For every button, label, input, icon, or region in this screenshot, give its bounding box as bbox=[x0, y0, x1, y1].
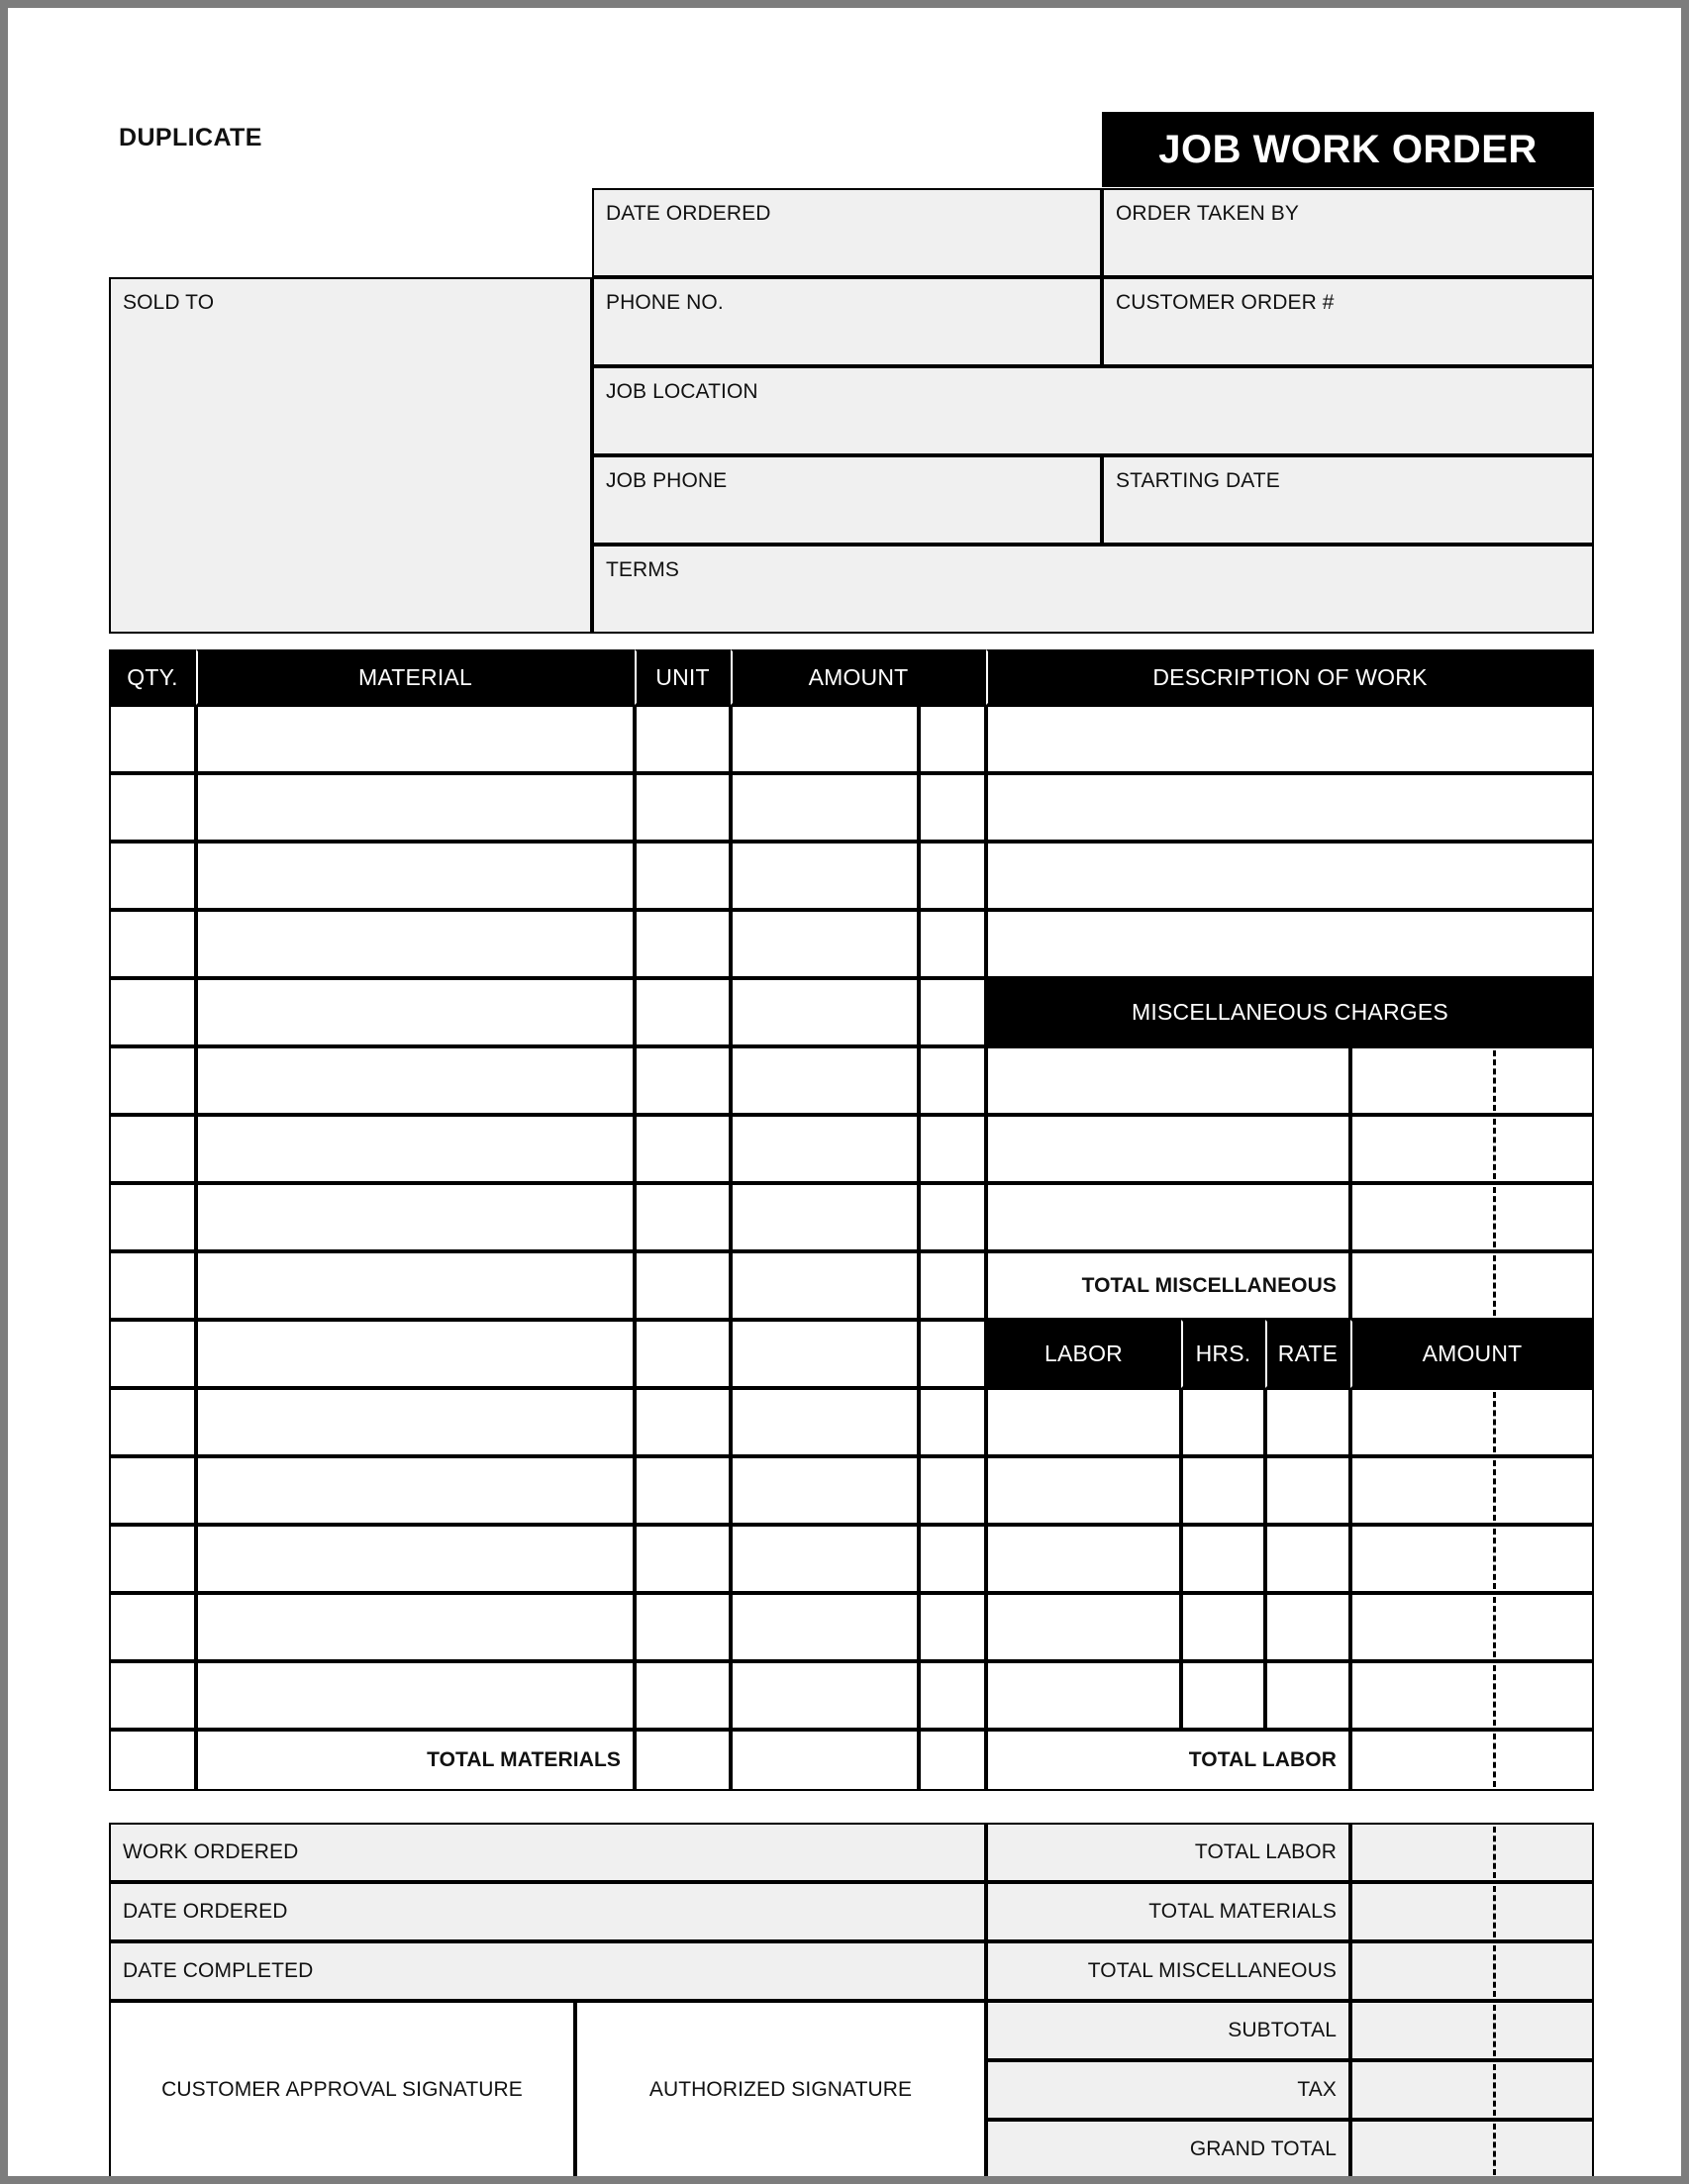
amount-cents-cell-13[interactable] bbox=[919, 1525, 986, 1593]
qty-cell-2[interactable] bbox=[109, 773, 196, 842]
misc-amount-cell-3[interactable] bbox=[1350, 1183, 1594, 1251]
footer-total-label-total-materials-label: TOTAL MATERIALS bbox=[1148, 1900, 1337, 1923]
amount-cents-cell-10[interactable] bbox=[919, 1320, 986, 1388]
total-labor-label-cell-label: TOTAL LABOR bbox=[1188, 1748, 1337, 1771]
misc-amount-cell-2[interactable] bbox=[1350, 1115, 1594, 1183]
unit-cell-1[interactable] bbox=[635, 705, 731, 773]
copy-marker: DUPLICATE bbox=[119, 124, 262, 151]
footer-total-label-subtotal-label: SUBTOTAL bbox=[1228, 2019, 1337, 2041]
material-cell-5[interactable] bbox=[196, 978, 635, 1046]
labor-hrs-cell-1[interactable] bbox=[1181, 1388, 1265, 1456]
footer-left-row-1[interactable] bbox=[109, 1823, 986, 1882]
misc-charges-header-label: MISCELLANEOUS CHARGES bbox=[1132, 999, 1448, 1025]
amount-cents-cell-9[interactable] bbox=[919, 1251, 986, 1320]
amount-cell-14[interactable] bbox=[731, 1593, 919, 1661]
total-labor-value-cell[interactable] bbox=[1350, 1730, 1594, 1791]
footer-total-label-grand-total-label: GRAND TOTAL bbox=[1189, 2137, 1337, 2160]
unit-cell-14[interactable] bbox=[635, 1593, 731, 1661]
labor-desc-cell-2[interactable] bbox=[986, 1456, 1181, 1525]
description-of-work-cell-3[interactable] bbox=[986, 842, 1594, 910]
total-materials-label-cell bbox=[196, 1730, 635, 1791]
amount-cents-cell-1[interactable] bbox=[919, 705, 986, 773]
footer-left-row-2-label: DATE ORDERED bbox=[123, 1900, 288, 1923]
amount-cell-12[interactable] bbox=[731, 1456, 919, 1525]
unit-cell-7[interactable] bbox=[635, 1115, 731, 1183]
footer-cents-divider-5 bbox=[1493, 2064, 1496, 2116]
material-cell-10[interactable] bbox=[196, 1320, 635, 1388]
misc-cents-divider-2 bbox=[1493, 1119, 1496, 1179]
phone-no-label: PHONE NO. bbox=[606, 291, 724, 314]
unit-cell-6[interactable] bbox=[635, 1046, 731, 1115]
qty-cell-6[interactable] bbox=[109, 1046, 196, 1115]
labor-cents-divider-2 bbox=[1493, 1460, 1496, 1521]
terms-field[interactable] bbox=[592, 545, 1594, 634]
total-materials-amount-cell[interactable] bbox=[731, 1730, 919, 1791]
footer-cents-divider-1 bbox=[1493, 1827, 1496, 1878]
material-cell-14[interactable] bbox=[196, 1593, 635, 1661]
amount-cell-4[interactable] bbox=[731, 910, 919, 978]
footer-cents-divider-6 bbox=[1493, 2124, 1496, 2175]
material-cell-11[interactable] bbox=[196, 1388, 635, 1456]
labor-column-header-rate bbox=[1265, 1320, 1350, 1388]
footer-total-value-tax[interactable] bbox=[1350, 2060, 1594, 2120]
footer-total-value-grand-total[interactable] bbox=[1350, 2120, 1594, 2176]
material-cell-12[interactable] bbox=[196, 1456, 635, 1525]
amount-cents-cell-15[interactable] bbox=[919, 1661, 986, 1730]
date-ordered-field[interactable] bbox=[592, 188, 1102, 277]
qty-cell-1[interactable] bbox=[109, 705, 196, 773]
amount-cents-cell-14[interactable] bbox=[919, 1593, 986, 1661]
amount-cents-cell-12[interactable] bbox=[919, 1456, 986, 1525]
job-location-field[interactable] bbox=[592, 366, 1594, 455]
footer-left-row-3-label: DATE COMPLETED bbox=[123, 1959, 314, 1982]
misc-cents-divider-1 bbox=[1493, 1050, 1496, 1111]
qty-cell-7[interactable] bbox=[109, 1115, 196, 1183]
qty-cell-9[interactable] bbox=[109, 1251, 196, 1320]
amount-cents-cell-4[interactable] bbox=[919, 910, 986, 978]
total-materials-value-cell[interactable] bbox=[635, 1730, 731, 1791]
amount-cell-13[interactable] bbox=[731, 1525, 919, 1593]
authorized-signature-box[interactable] bbox=[575, 2001, 986, 2176]
qty-cell-4[interactable] bbox=[109, 910, 196, 978]
misc-desc-cell-1[interactable] bbox=[986, 1046, 1350, 1115]
amount-cell-1[interactable] bbox=[731, 705, 919, 773]
qty-cell-5[interactable] bbox=[109, 978, 196, 1046]
column-header-label: QTY. bbox=[127, 663, 178, 690]
qty-cell-8[interactable] bbox=[109, 1183, 196, 1251]
total-miscellaneous-label-cell bbox=[986, 1251, 1350, 1320]
column-header-material bbox=[196, 649, 635, 705]
total-miscellaneous-cents-divider bbox=[1493, 1255, 1496, 1316]
amount-cell-10[interactable] bbox=[731, 1320, 919, 1388]
labor-cents-divider-3 bbox=[1493, 1529, 1496, 1589]
material-cell-15[interactable] bbox=[196, 1661, 635, 1730]
authorized-signature-box-label: AUTHORIZED SIGNATURE bbox=[648, 2078, 913, 2101]
order-taken-by-field[interactable] bbox=[1102, 188, 1594, 277]
footer-left-row-1-label: WORK ORDERED bbox=[123, 1840, 299, 1863]
amount-cell-7[interactable] bbox=[731, 1115, 919, 1183]
total-materials-spacer-cell bbox=[109, 1730, 196, 1791]
description-of-work-cell-4[interactable] bbox=[986, 910, 1594, 978]
footer-total-label-grand-total bbox=[986, 2120, 1350, 2176]
total-labor-cents-divider bbox=[1493, 1734, 1496, 1787]
material-cell-7[interactable] bbox=[196, 1115, 635, 1183]
job-phone-label: JOB PHONE bbox=[606, 469, 728, 492]
footer-left-row-2[interactable] bbox=[109, 1882, 986, 1941]
amount-cell-3[interactable] bbox=[731, 842, 919, 910]
labor-rate-cell-3[interactable] bbox=[1265, 1525, 1350, 1593]
customer-approval-signature-box-label: CUSTOMER APPROVAL SIGNATURE bbox=[161, 2078, 523, 2101]
labor-column-header-labor bbox=[986, 1320, 1181, 1388]
sold-to-field[interactable] bbox=[109, 277, 592, 634]
footer-total-label-total-miscellaneous-label: TOTAL MISCELLANEOUS bbox=[1087, 1959, 1337, 1982]
column-header-description-of-work bbox=[986, 649, 1594, 705]
terms-label: TERMS bbox=[606, 558, 679, 581]
labor-hrs-cell-3[interactable] bbox=[1181, 1525, 1265, 1593]
phone-no-field[interactable] bbox=[592, 277, 1102, 366]
amount-cents-cell-6[interactable] bbox=[919, 1046, 986, 1115]
labor-cents-divider-4 bbox=[1493, 1597, 1496, 1657]
qty-cell-3[interactable] bbox=[109, 842, 196, 910]
labor-desc-cell-4[interactable] bbox=[986, 1593, 1181, 1661]
labor-desc-cell-1[interactable] bbox=[986, 1388, 1181, 1456]
labor-column-header-label: RATE bbox=[1277, 1340, 1339, 1366]
labor-amount-cell-5[interactable] bbox=[1350, 1661, 1594, 1730]
footer-total-label-tax bbox=[986, 2060, 1350, 2120]
unit-cell-8[interactable] bbox=[635, 1183, 731, 1251]
labor-amount-cell-4[interactable] bbox=[1350, 1593, 1594, 1661]
unit-cell-15[interactable] bbox=[635, 1661, 731, 1730]
order-taken-by-label: ORDER TAKEN BY bbox=[1116, 202, 1299, 225]
qty-cell-14[interactable] bbox=[109, 1593, 196, 1661]
misc-charges-header bbox=[986, 978, 1594, 1046]
amount-cell-9[interactable] bbox=[731, 1251, 919, 1320]
footer-total-value-subtotal[interactable] bbox=[1350, 2001, 1594, 2060]
footer-cents-divider-3 bbox=[1493, 1945, 1496, 1997]
column-header-label: AMOUNT bbox=[808, 663, 909, 690]
labor-hrs-cell-5[interactable] bbox=[1181, 1661, 1265, 1730]
footer-total-label-tax-label: TAX bbox=[1297, 2078, 1337, 2101]
column-header-qty bbox=[109, 649, 196, 705]
footer-total-label-total-materials bbox=[986, 1882, 1350, 1941]
column-header-amount bbox=[731, 649, 986, 705]
labor-amount-cell-2[interactable] bbox=[1350, 1456, 1594, 1525]
job-phone-field[interactable] bbox=[592, 455, 1102, 545]
labor-desc-cell-5[interactable] bbox=[986, 1661, 1181, 1730]
labor-rate-cell-1[interactable] bbox=[1265, 1388, 1350, 1456]
form-title-banner bbox=[1102, 112, 1594, 187]
footer-cents-divider-2 bbox=[1493, 1886, 1496, 1937]
amount-cell-5[interactable] bbox=[731, 978, 919, 1046]
total-labor-label-cell bbox=[986, 1730, 1350, 1791]
labor-rate-cell-2[interactable] bbox=[1265, 1456, 1350, 1525]
column-header-label: DESCRIPTION OF WORK bbox=[1152, 663, 1428, 690]
footer-total-label-total-labor bbox=[986, 1823, 1350, 1882]
misc-desc-cell-2[interactable] bbox=[986, 1115, 1350, 1183]
total-materials-label-cell-label: TOTAL MATERIALS bbox=[427, 1748, 621, 1771]
labor-amount-cell-3[interactable] bbox=[1350, 1525, 1594, 1593]
customer-order-no-field[interactable] bbox=[1102, 277, 1594, 366]
material-cell-8[interactable] bbox=[196, 1183, 635, 1251]
labor-amount-cell-1[interactable] bbox=[1350, 1388, 1594, 1456]
amount-cell-6[interactable] bbox=[731, 1046, 919, 1115]
amount-cents-cell-5[interactable] bbox=[919, 978, 986, 1046]
labor-hrs-cell-4[interactable] bbox=[1181, 1593, 1265, 1661]
labor-column-header-label: HRS. bbox=[1195, 1340, 1251, 1366]
amount-cents-cell-7[interactable] bbox=[919, 1115, 986, 1183]
amount-cell-11[interactable] bbox=[731, 1388, 919, 1456]
total-materials-cents-cell[interactable] bbox=[919, 1730, 986, 1791]
labor-column-header-hrs bbox=[1181, 1320, 1265, 1388]
amount-cell-2[interactable] bbox=[731, 773, 919, 842]
amount-cell-15[interactable] bbox=[731, 1661, 919, 1730]
unit-cell-10[interactable] bbox=[635, 1320, 731, 1388]
footer-total-value-total-materials[interactable] bbox=[1350, 1882, 1594, 1941]
labor-column-header-label: LABOR bbox=[1044, 1340, 1123, 1366]
footer-total-value-total-labor[interactable] bbox=[1350, 1823, 1594, 1882]
amount-cents-cell-3[interactable] bbox=[919, 842, 986, 910]
labor-rate-cell-5[interactable] bbox=[1265, 1661, 1350, 1730]
labor-cents-divider-1 bbox=[1493, 1392, 1496, 1452]
footer-total-label-total-miscellaneous bbox=[986, 1941, 1350, 2001]
misc-cents-divider-3 bbox=[1493, 1187, 1496, 1247]
footer-total-value-total-miscellaneous[interactable] bbox=[1350, 1941, 1594, 2001]
form-page bbox=[8, 8, 1681, 2176]
amount-cents-cell-2[interactable] bbox=[919, 773, 986, 842]
job-location-label: JOB LOCATION bbox=[606, 380, 758, 403]
customer-approval-signature-box[interactable] bbox=[109, 2001, 575, 2176]
misc-amount-cell-1[interactable] bbox=[1350, 1046, 1594, 1115]
footer-total-label-subtotal bbox=[986, 2001, 1350, 2060]
unit-cell-5[interactable] bbox=[635, 978, 731, 1046]
unit-cell-12[interactable] bbox=[635, 1456, 731, 1525]
sold-to-label: SOLD TO bbox=[123, 291, 215, 314]
column-header-label: MATERIAL bbox=[358, 663, 472, 690]
material-cell-4[interactable] bbox=[196, 910, 635, 978]
misc-desc-cell-3[interactable] bbox=[986, 1183, 1350, 1251]
labor-column-header-amount bbox=[1350, 1320, 1594, 1388]
qty-cell-13[interactable] bbox=[109, 1525, 196, 1593]
qty-cell-15[interactable] bbox=[109, 1661, 196, 1730]
unit-cell-9[interactable] bbox=[635, 1251, 731, 1320]
description-of-work-cell-1[interactable] bbox=[986, 705, 1594, 773]
unit-cell-3[interactable] bbox=[635, 842, 731, 910]
unit-cell-13[interactable] bbox=[635, 1525, 731, 1593]
material-cell-9[interactable] bbox=[196, 1251, 635, 1320]
amount-cents-cell-11[interactable] bbox=[919, 1388, 986, 1456]
footer-left-row-3[interactable] bbox=[109, 1941, 986, 2001]
unit-cell-4[interactable] bbox=[635, 910, 731, 978]
column-header-label: UNIT bbox=[655, 663, 710, 690]
labor-column-header-label: AMOUNT bbox=[1422, 1340, 1523, 1366]
unit-cell-2[interactable] bbox=[635, 773, 731, 842]
total-miscellaneous-value-cell[interactable] bbox=[1350, 1251, 1594, 1320]
material-cell-1[interactable] bbox=[196, 705, 635, 773]
qty-cell-10[interactable] bbox=[109, 1320, 196, 1388]
footer-cents-divider-4 bbox=[1493, 2005, 1496, 2056]
material-cell-6[interactable] bbox=[196, 1046, 635, 1115]
total-miscellaneous-label-cell-label: TOTAL MISCELLANEOUS bbox=[1081, 1273, 1337, 1297]
unit-cell-11[interactable] bbox=[635, 1388, 731, 1456]
starting-date-label: STARTING DATE bbox=[1116, 469, 1280, 492]
column-header-unit bbox=[635, 649, 731, 705]
material-cell-3[interactable] bbox=[196, 842, 635, 910]
page-title: JOB WORK ORDER bbox=[1158, 127, 1538, 171]
qty-cell-11[interactable] bbox=[109, 1388, 196, 1456]
date-ordered-label: DATE ORDERED bbox=[606, 202, 771, 225]
amount-cents-cell-8[interactable] bbox=[919, 1183, 986, 1251]
starting-date-field[interactable] bbox=[1102, 455, 1594, 545]
footer-total-label-total-labor-label: TOTAL LABOR bbox=[1194, 1840, 1337, 1863]
labor-desc-cell-3[interactable] bbox=[986, 1525, 1181, 1593]
amount-cell-8[interactable] bbox=[731, 1183, 919, 1251]
labor-hrs-cell-2[interactable] bbox=[1181, 1456, 1265, 1525]
customer-order-no-label: CUSTOMER ORDER # bbox=[1116, 291, 1335, 314]
labor-rate-cell-4[interactable] bbox=[1265, 1593, 1350, 1661]
labor-cents-divider-5 bbox=[1493, 1665, 1496, 1726]
qty-cell-12[interactable] bbox=[109, 1456, 196, 1525]
material-cell-2[interactable] bbox=[196, 773, 635, 842]
material-cell-13[interactable] bbox=[196, 1525, 635, 1593]
description-of-work-cell-2[interactable] bbox=[986, 773, 1594, 842]
